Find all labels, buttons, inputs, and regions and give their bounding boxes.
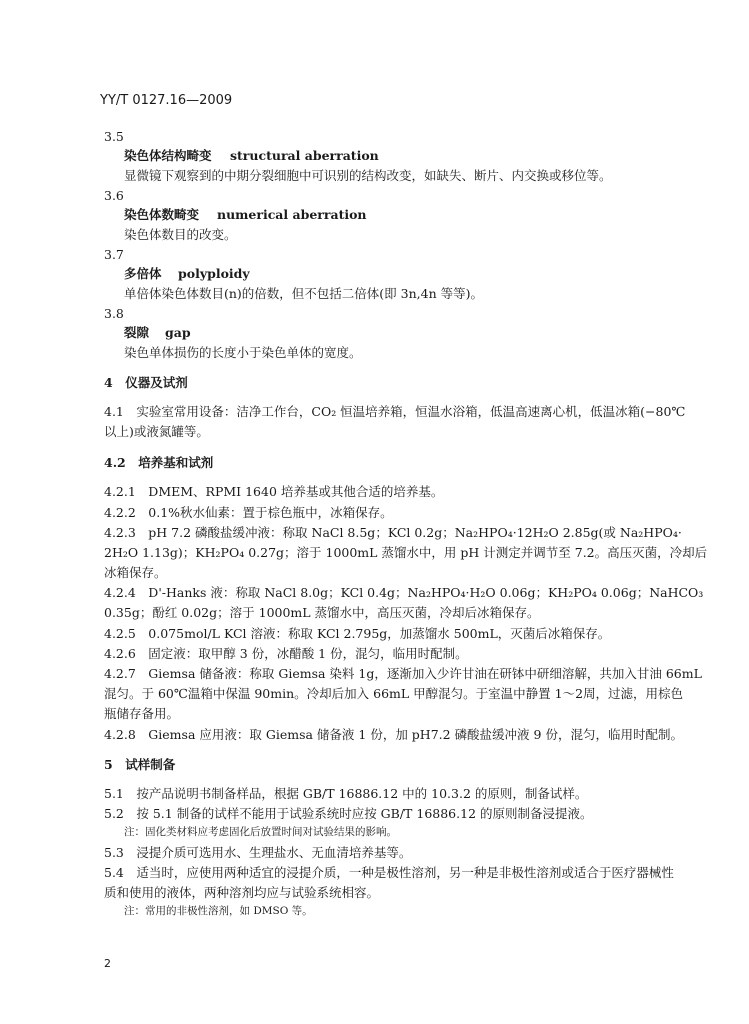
clause-number: 3.5 (104, 129, 124, 144)
term-english: numerical aberration (217, 207, 367, 222)
list-item-continuation: 2H₂O 1.13g)；KH₂PO₄ 0.27g；溶于 1000mL 蒸馏水中，用 pH 计测定并调节至 7.2。高压灭菌，冷却后 (104, 545, 708, 560)
term-definition: 单倍体染色体数目(n)的倍数，但不包括二倍体(即 3n,4n 等等)。 (124, 286, 483, 301)
list-item: 4.2.7 Giemsa 储备液：称取 Giemsa 染料 1g，逐渐加入少许甘油在研钵中研细溶解，共加入甘油 66mL (104, 666, 702, 681)
paragraph-line: 5.2 按 5.1 制备的试样不能用于试验系统时应按 GB/T 16886.12 的原则制备浸提液。 (104, 806, 593, 821)
list-item: 4.2.2 0.1%秋水仙素：置于棕色瓶中，冰箱保存。 (104, 505, 393, 520)
clause-number: 3.8 (104, 306, 124, 321)
list-item-continuation: 瓶储存备用。 (104, 706, 180, 721)
term-english: gap (165, 325, 191, 340)
paragraph-line: 质和使用的液体，两种溶剂均应与试验系统相容。 (104, 885, 380, 900)
term-english: structural aberration (230, 148, 379, 163)
standard-number-header: YY/T 0127.16—2009 (100, 93, 233, 108)
clause-number: 3.6 (104, 188, 124, 203)
term-chinese: 裂隙 (124, 325, 150, 340)
note: 注：常用的非极性溶剂，如 DMSO 等。 (124, 905, 313, 917)
term-chinese: 染色体结构畸变 (124, 148, 212, 163)
term-english: polyploidy (178, 266, 250, 281)
list-item: 4.2.4 D'-Hanks 液：称取 NaCl 8.0g；KCl 0.4g；Na₂HPO₄·H₂O 0.06g；KH₂PO₄ 0.06g；NaHCO₃ (104, 585, 704, 600)
section-heading: 4 仪器及试剂 (104, 375, 188, 390)
paragraph-line: 5.3 浸提介质可选用水、生理盐水、无血清培养基等。 (104, 845, 412, 860)
list-item: 4.2.3 pH 7.2 磷酸盐缓冲液：称取 NaCl 8.5g；KCl 0.2g；Na₂HPO₄·12H₂O 2.85g(或 Na₂HPO₄· (104, 525, 682, 540)
list-item: 4.2.6 固定液：取甲醇 3 份，冰醋酸 1 份，混匀，临用时配制。 (104, 646, 468, 661)
term-definition: 染色单体损伤的长度小于染色单体的宽度。 (124, 345, 362, 360)
paragraph-line: 以上)或液氮罐等。 (104, 424, 209, 439)
term-definition: 染色体数目的改变。 (124, 227, 237, 242)
note: 注：固化类材料应考虑固化后放置时间对试验结果的影响。 (124, 826, 397, 838)
term-definition: 显微镜下观察到的中期分裂细胞中可识别的结构改变，如缺失、断片、内交换或移位等。 (124, 168, 612, 183)
list-item-continuation: 混匀。于 60℃温箱中保温 90min。冷却后加入 66mL 甲醇混匀。于室温中静置 1～2周，过滤，用棕色 (104, 686, 684, 701)
subsection-heading: 4.2 培养基和试剂 (104, 455, 214, 470)
section-heading: 5 试样制备 (104, 757, 176, 772)
list-item: 4.2.5 0.075mol/L KCl 溶液：称取 KCl 2.795g，加蒸馏水 500mL，灭菌后冰箱保存。 (104, 626, 611, 641)
term-chinese: 染色体数畸变 (124, 207, 200, 222)
list-item: 4.2.1 DMEM、RPMI 1640 培养基或其他合适的培养基。 (104, 484, 444, 499)
list-item: 4.2.8 Giemsa 应用液：取 Giemsa 储备液 1 份，加 pH7.2 磷酸盐缓冲液 9 份，混匀，临用时配制。 (104, 727, 683, 742)
paragraph-line: 5.1 按产品说明书制备样品，根据 GB/T 16886.12 中的 10.3.2 的原则，制备试样。 (104, 786, 588, 801)
paragraph-line: 5.4 适当时，应使用两种适宜的浸提介质，一种是极性溶剂，另一种是非极性溶剂或适合于医疗器械性 (104, 865, 674, 880)
page-number: 2 (104, 957, 111, 970)
paragraph-line: 4.1 实验室常用设备：洁净工作台，CO₂ 恒温培养箱，恒温水浴箱，低温高速离心机，低温冰箱(−80℃ (104, 404, 686, 419)
clause-number: 3.7 (104, 247, 124, 262)
list-item-continuation: 0.35g；酚红 0.02g；溶于 1000mL 蒸馏水中，高压灭菌，冷却后冰箱保存。 (104, 605, 540, 620)
term-chinese: 多倍体 (124, 266, 162, 281)
list-item-continuation: 冰箱保存。 (104, 565, 167, 580)
